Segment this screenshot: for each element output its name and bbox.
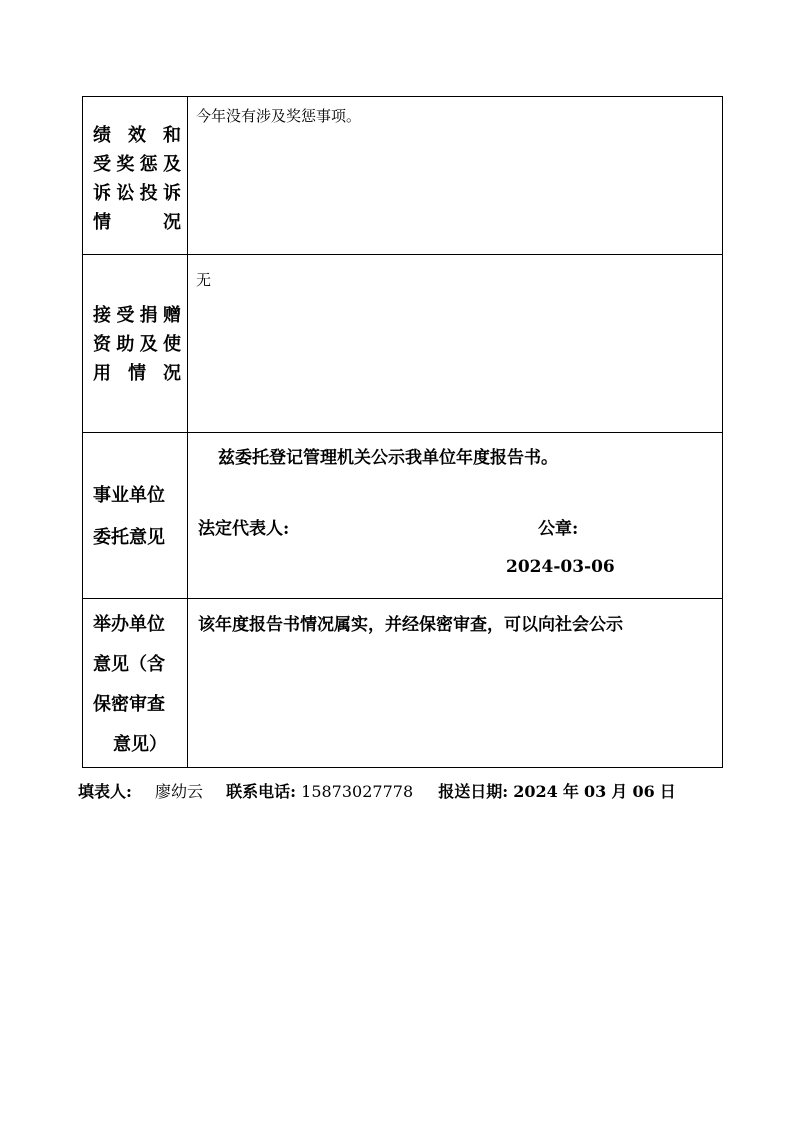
entrust-label-cell: [83, 433, 188, 599]
label-line: 保密审查: [93, 694, 165, 715]
performance-content: 今年没有涉及奖惩事项。: [196, 107, 362, 125]
label-line: 委托意见: [93, 527, 165, 548]
annual-report-table: [82, 96, 723, 768]
sponsor-content-cell: [188, 599, 723, 768]
entrust-content-cell: [188, 433, 723, 599]
legal-rep-label: 法定代表人:: [198, 519, 290, 539]
performance-label-cell: [83, 97, 188, 255]
day-unit: 日: [659, 782, 676, 801]
seal-label: 公章:: [538, 519, 579, 539]
donation-content-cell: [188, 255, 723, 433]
donation-row: [83, 255, 723, 433]
label-line: 诉 讼 投 诉: [93, 183, 181, 204]
report-year: 2024: [513, 782, 558, 801]
report-day: 06: [632, 782, 655, 801]
filler-label: 填表人:: [78, 782, 132, 801]
sponsor-label-cell: [83, 599, 188, 768]
performance-content-cell: [188, 97, 723, 255]
label-line: 绩 效 和: [93, 125, 181, 146]
label-line: 受 奖 惩 及: [93, 154, 181, 175]
label-line: 举办单位: [93, 614, 165, 635]
sponsor-opinion: 该年度报告书情况属实，并经保密审查，可以向社会公示: [198, 615, 623, 635]
label-line: 意见（含: [93, 654, 165, 675]
donation-label-cell: [83, 255, 188, 433]
label-line: 接 受 捐 赠: [93, 305, 181, 326]
entrust-date: 2024-03-06: [506, 557, 615, 577]
phone-number: 15873027778: [301, 782, 414, 801]
report-footer: [78, 779, 676, 802]
donation-content: 无: [196, 271, 212, 289]
date-label: 报送日期:: [438, 782, 509, 801]
month-unit: 月: [611, 782, 628, 801]
label-line: 用 情 况: [93, 363, 181, 384]
sponsor-row: [83, 599, 723, 768]
phone-label: 联系电话:: [226, 782, 297, 801]
label-line: 事业单位: [93, 485, 165, 506]
year-unit: 年: [562, 782, 579, 801]
performance-row: [83, 97, 723, 255]
entrust-statement: 兹委托登记管理机关公示我单位年度报告书。: [218, 448, 558, 468]
filler-name: 廖幼云: [155, 782, 204, 801]
label-line: 情 况: [93, 212, 181, 233]
label-line: 资 助 及 使: [93, 334, 181, 355]
entrust-row: [83, 433, 723, 599]
label-line: 意见）: [113, 734, 167, 755]
report-month: 03: [583, 782, 607, 801]
